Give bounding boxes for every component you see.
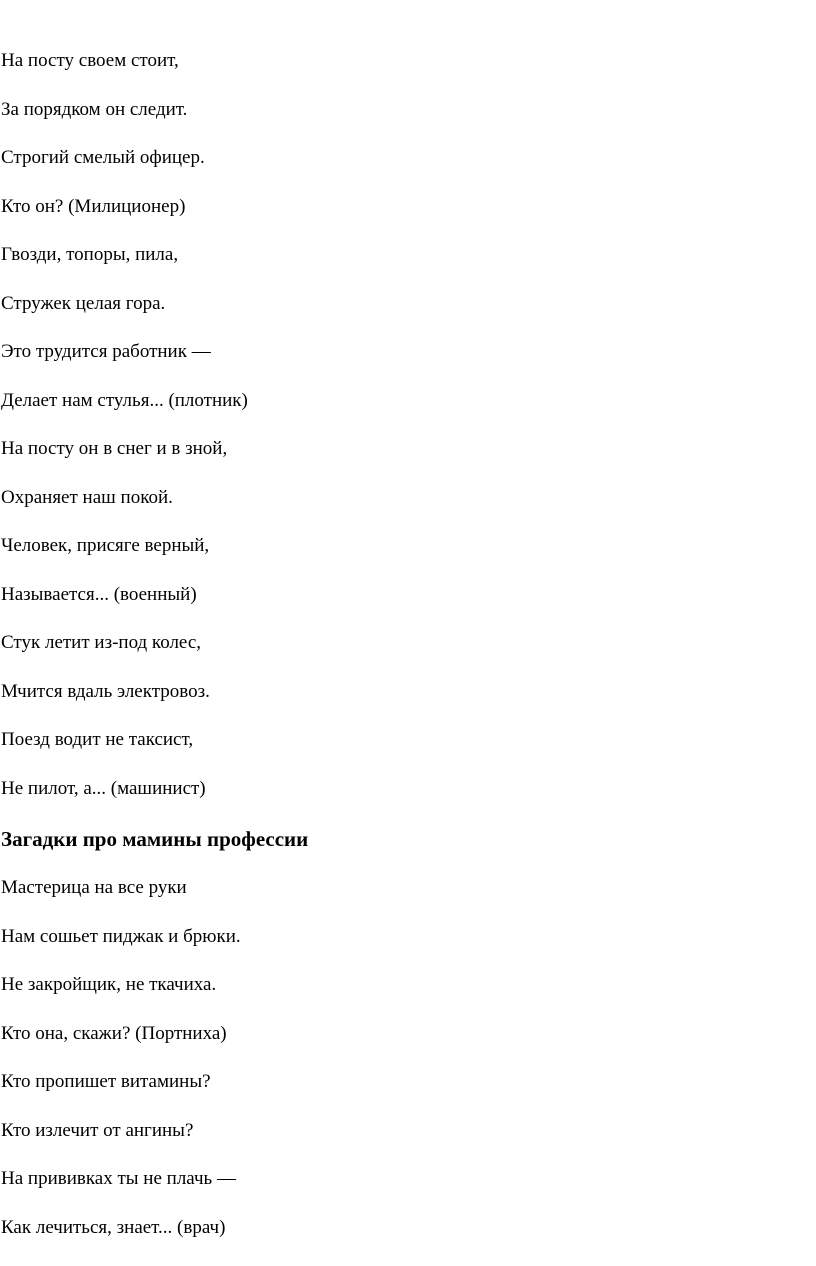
riddle-line: Нам сошьет пиджак и брюки. xyxy=(1,926,241,947)
riddle-line: Кто излечит от ангины? xyxy=(1,1120,194,1141)
riddle-line: Кто пропишет витамины? xyxy=(1,1071,211,1092)
riddle-line: Не закройщик, не ткачиха. xyxy=(1,974,217,995)
riddle-line: Охраняет наш покой. xyxy=(1,487,173,508)
riddle-line: Гвозди, топоры, пила, xyxy=(1,244,179,265)
riddle-line: На прививках ты не плачь — xyxy=(1,1168,236,1189)
riddle-line: Человек, присяге верный, xyxy=(1,535,210,556)
riddle-line: За порядком он следит. xyxy=(1,99,188,120)
riddle-line: Мчится вдаль электровоз. xyxy=(1,681,210,702)
riddle-line: Кто он? (Милиционер) xyxy=(1,196,186,217)
riddle-line: Поезд водит не таксист, xyxy=(1,729,194,750)
riddle-line: Мастерица на все руки xyxy=(1,877,187,898)
riddle-line: Стук летит из-под колес, xyxy=(1,632,202,653)
riddle-line: Это трудится работник — xyxy=(1,341,211,362)
riddle-line: Кто она, скажи? (Портниха) xyxy=(1,1023,227,1044)
riddle-line: Делает нам стулья... (плотник) xyxy=(1,390,248,411)
riddle-line: Как лечиться, знает... (врач) xyxy=(1,1217,226,1238)
riddle-line: Стружек целая гора. xyxy=(1,293,166,314)
riddle-line: Не пилот, а... (машинист) xyxy=(1,778,206,799)
riddle-line: На посту своем стоит, xyxy=(1,50,179,71)
riddle-line: На посту он в снег и в зной, xyxy=(1,438,228,459)
riddle-line: Строгий смелый офицер. xyxy=(1,147,205,168)
riddle-line: Называется... (военный) xyxy=(1,584,197,605)
section-heading: Загадки про мамины профессии xyxy=(1,827,309,851)
